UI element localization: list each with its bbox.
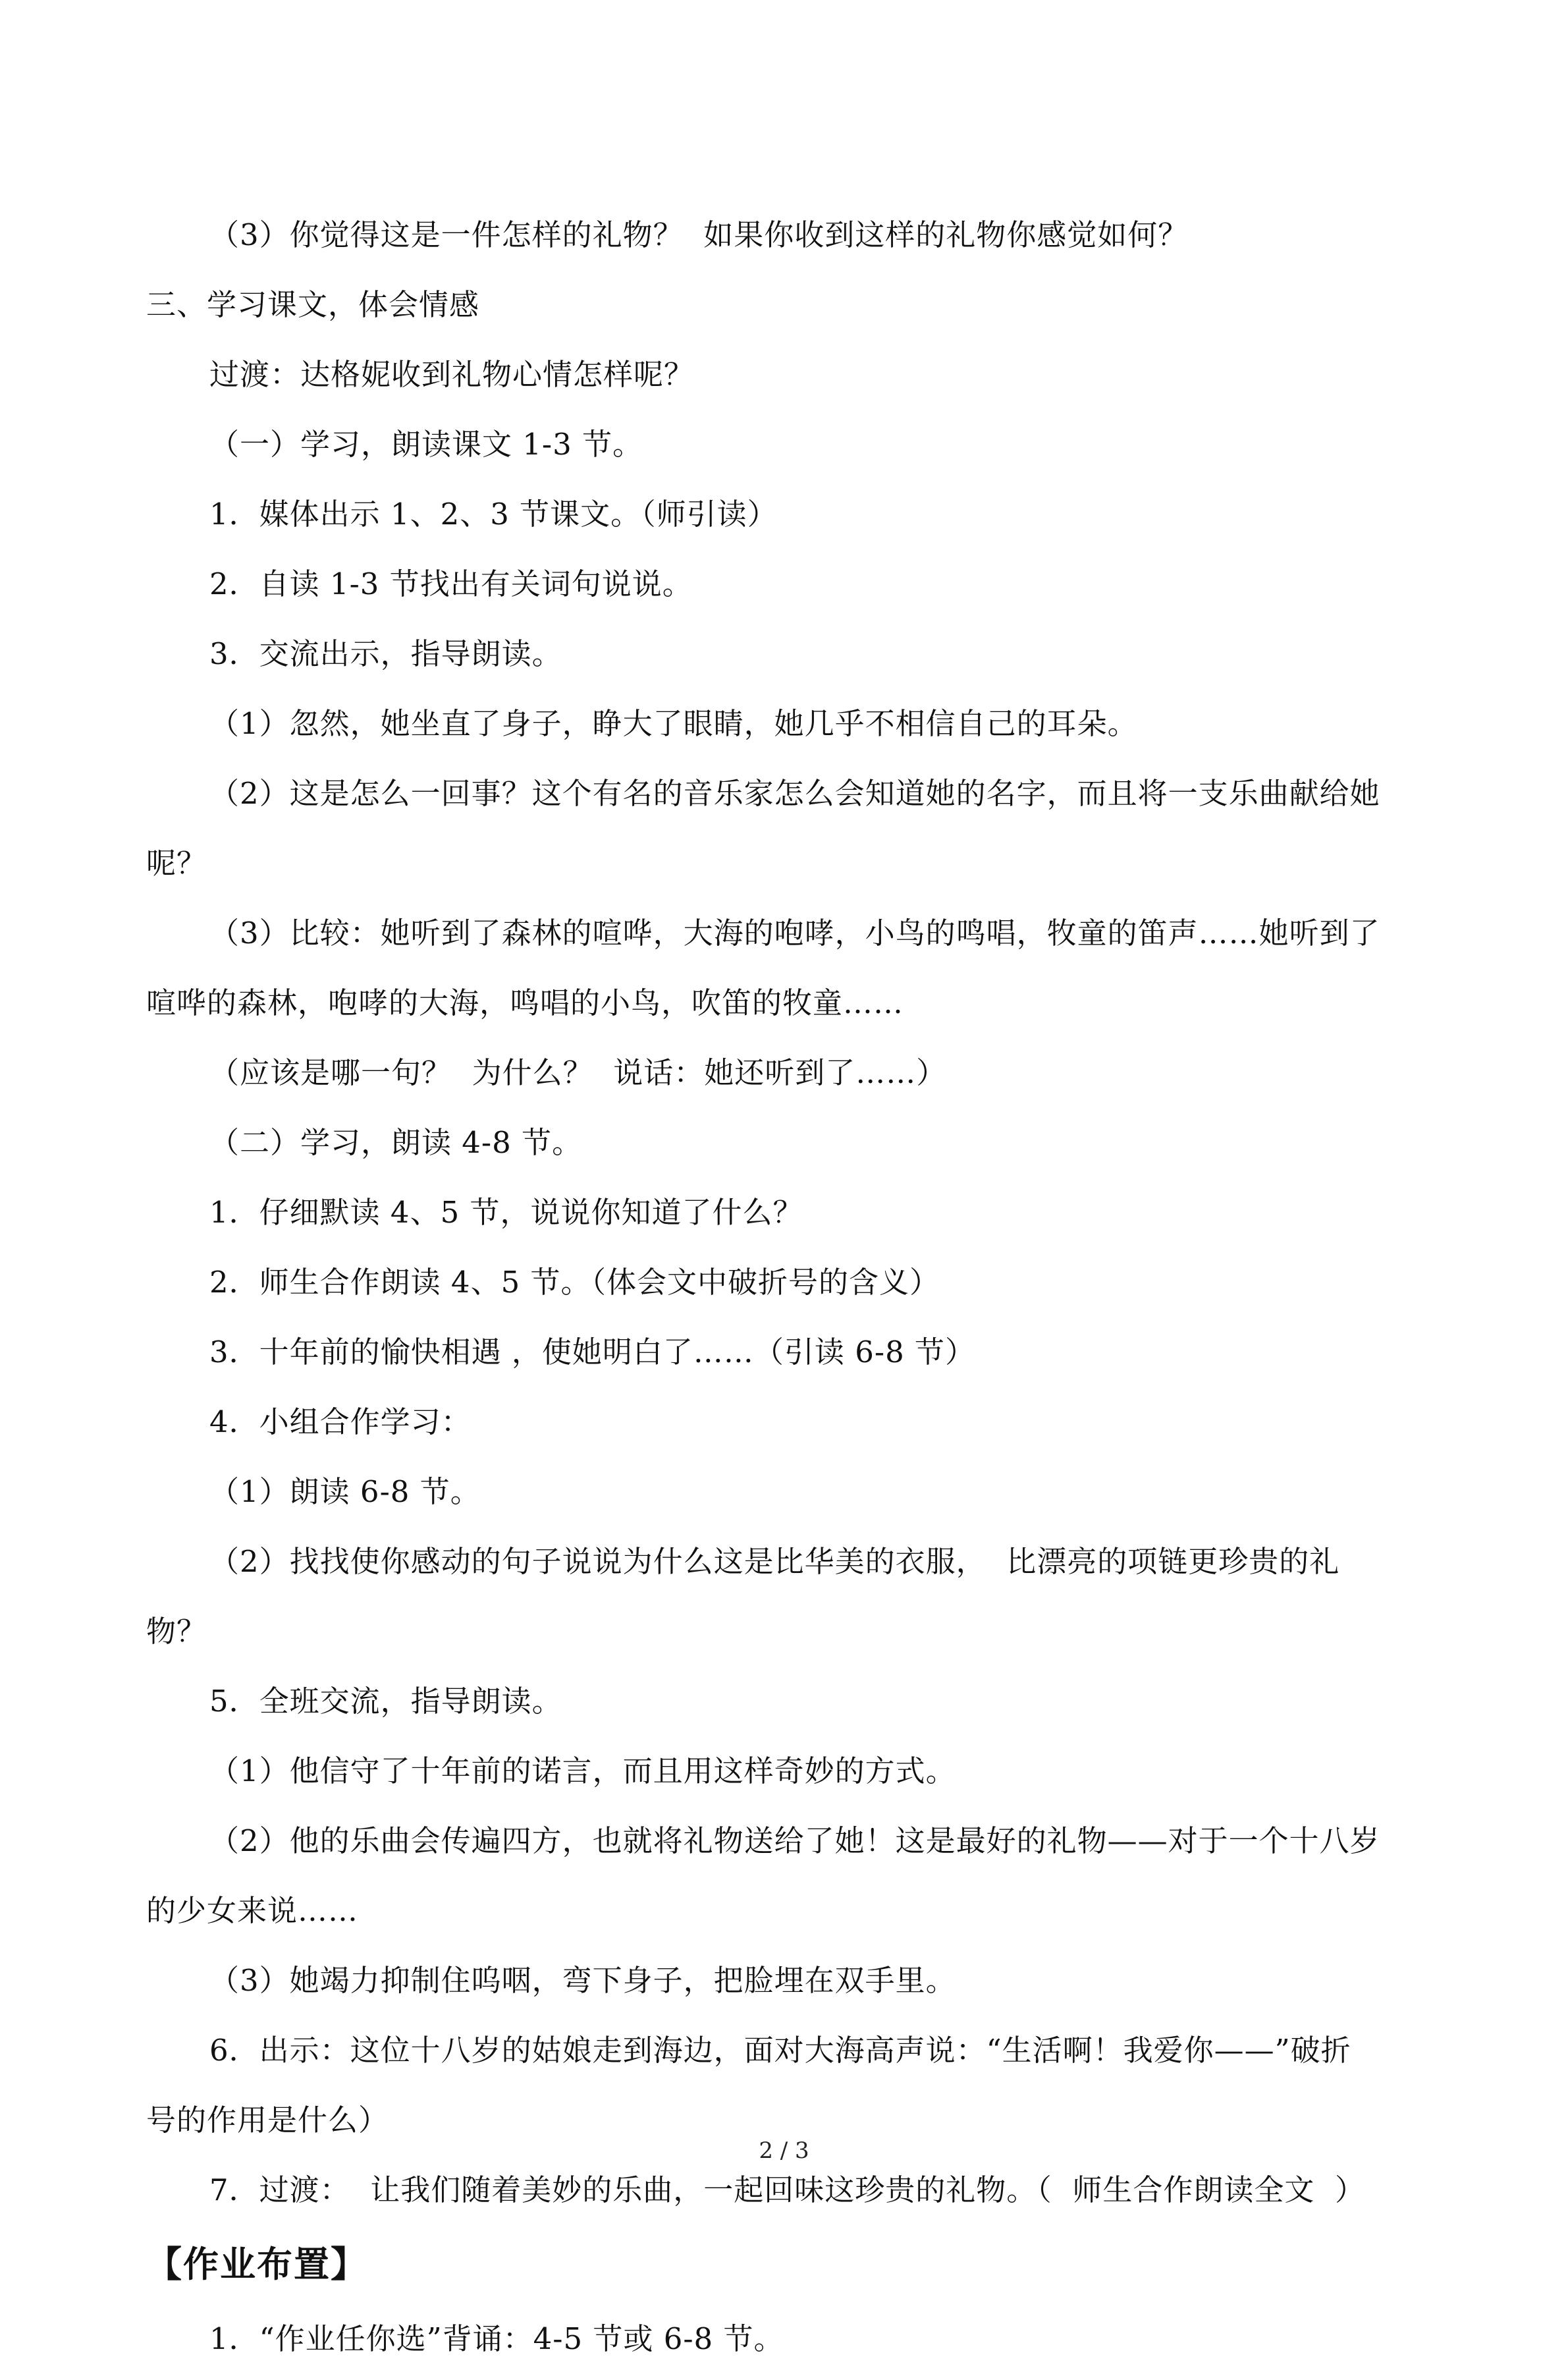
text-line: （3）比较：她听到了森林的喧哗，大海的咆哮，小鸟的鸣唱，牧童的笛声……她听到了 xyxy=(209,916,1380,951)
section-heading: 【作业布置】 xyxy=(146,2244,367,2285)
text-line: （应该是哪一句？ 为什么？ 说话：她还听到了……） xyxy=(209,1055,947,1090)
text-line: 3．交流出示，指导朗读。 xyxy=(209,636,562,671)
page-number: 2 / 3 xyxy=(759,2138,809,2164)
text-line: 号的作用是什么） xyxy=(146,2103,389,2138)
text-line: 6．出示：这位十八岁的姑娘走到海边，面对大海高声说：“生活啊！我爱你——”破折 xyxy=(209,2033,1351,2068)
text-line: （2）他的乐曲会传遍四方，也就将礼物送给了她！这是最好的礼物——对于一个十八岁 xyxy=(209,1823,1380,1858)
text-line: 1．“作业任你选”背诵：4-5 节或 6-8 节。 xyxy=(209,2321,784,2356)
document-body xyxy=(146,200,1424,2374)
text-line: 7．过渡： 让我们随着美妙的乐曲，一起回味这珍贵的礼物。（ 师生合作朗读全文 ） xyxy=(209,2172,1365,2207)
text-line: （2）这是怎么一回事？这个有名的音乐家怎么会知道她的名字，而且将一支乐曲献给她 xyxy=(209,776,1380,811)
text-line: （1）忽然，她坐直了身子，睁大了眼睛，她几乎不相信自己的耳朵。 xyxy=(209,706,1138,741)
text-line: （1）他信守了十年前的诺言，而且用这样奇妙的方式。 xyxy=(209,1753,956,1788)
text-line: 物？ xyxy=(146,1614,207,1649)
text-line: 的少女来说…… xyxy=(146,1893,359,1928)
text-line: 1．仔细默读 4、5 节，说说你知道了什么？ xyxy=(209,1195,803,1230)
text-line: 2．自读 1-3 节找出有关词句说说。 xyxy=(209,566,693,601)
text-line: （3）你觉得这是一件怎样的礼物？ 如果你收到这样的礼物你感觉如何？ xyxy=(209,217,1189,252)
text-line: 3．十年前的愉快相遇 ，使她明白了……（引读 6-8 节） xyxy=(209,1335,976,1369)
text-line: 喧哗的森林，咆哮的大海，鸣唱的小鸟，吹笛的牧童…… xyxy=(146,985,904,1020)
text-line: （3）她竭力抑制住呜咽，弯下身子，把脸埋在双手里。 xyxy=(209,1963,956,1998)
text-line: 5．全班交流，指导朗读。 xyxy=(209,1684,562,1719)
text-line: 2．师生合作朗读 4、5 节。（体会文中破折号的含义） xyxy=(209,1265,940,1300)
text-line: （1）朗读 6-8 节。 xyxy=(209,1474,481,1509)
text-line: （二）学习，朗读 4-8 节。 xyxy=(209,1125,583,1160)
text-line: （一）学习，朗读课文 1-3 节。 xyxy=(209,427,643,462)
text-line: 过渡：达格妮收到礼物心情怎样呢？ xyxy=(209,357,695,392)
text-line: 4．小组合作学习： xyxy=(209,1404,472,1439)
text-line: 三、学习课文，体会情感 xyxy=(146,287,480,322)
text-line: 1．媒体出示 1、2、3 节课文。（师引读） xyxy=(209,497,778,532)
text-line: 呢？ xyxy=(146,846,207,881)
text-line: （2）找找使你感动的句子说说为什么这是比华美的衣服， 比漂亮的项链更珍贵的礼 xyxy=(209,1544,1340,1579)
